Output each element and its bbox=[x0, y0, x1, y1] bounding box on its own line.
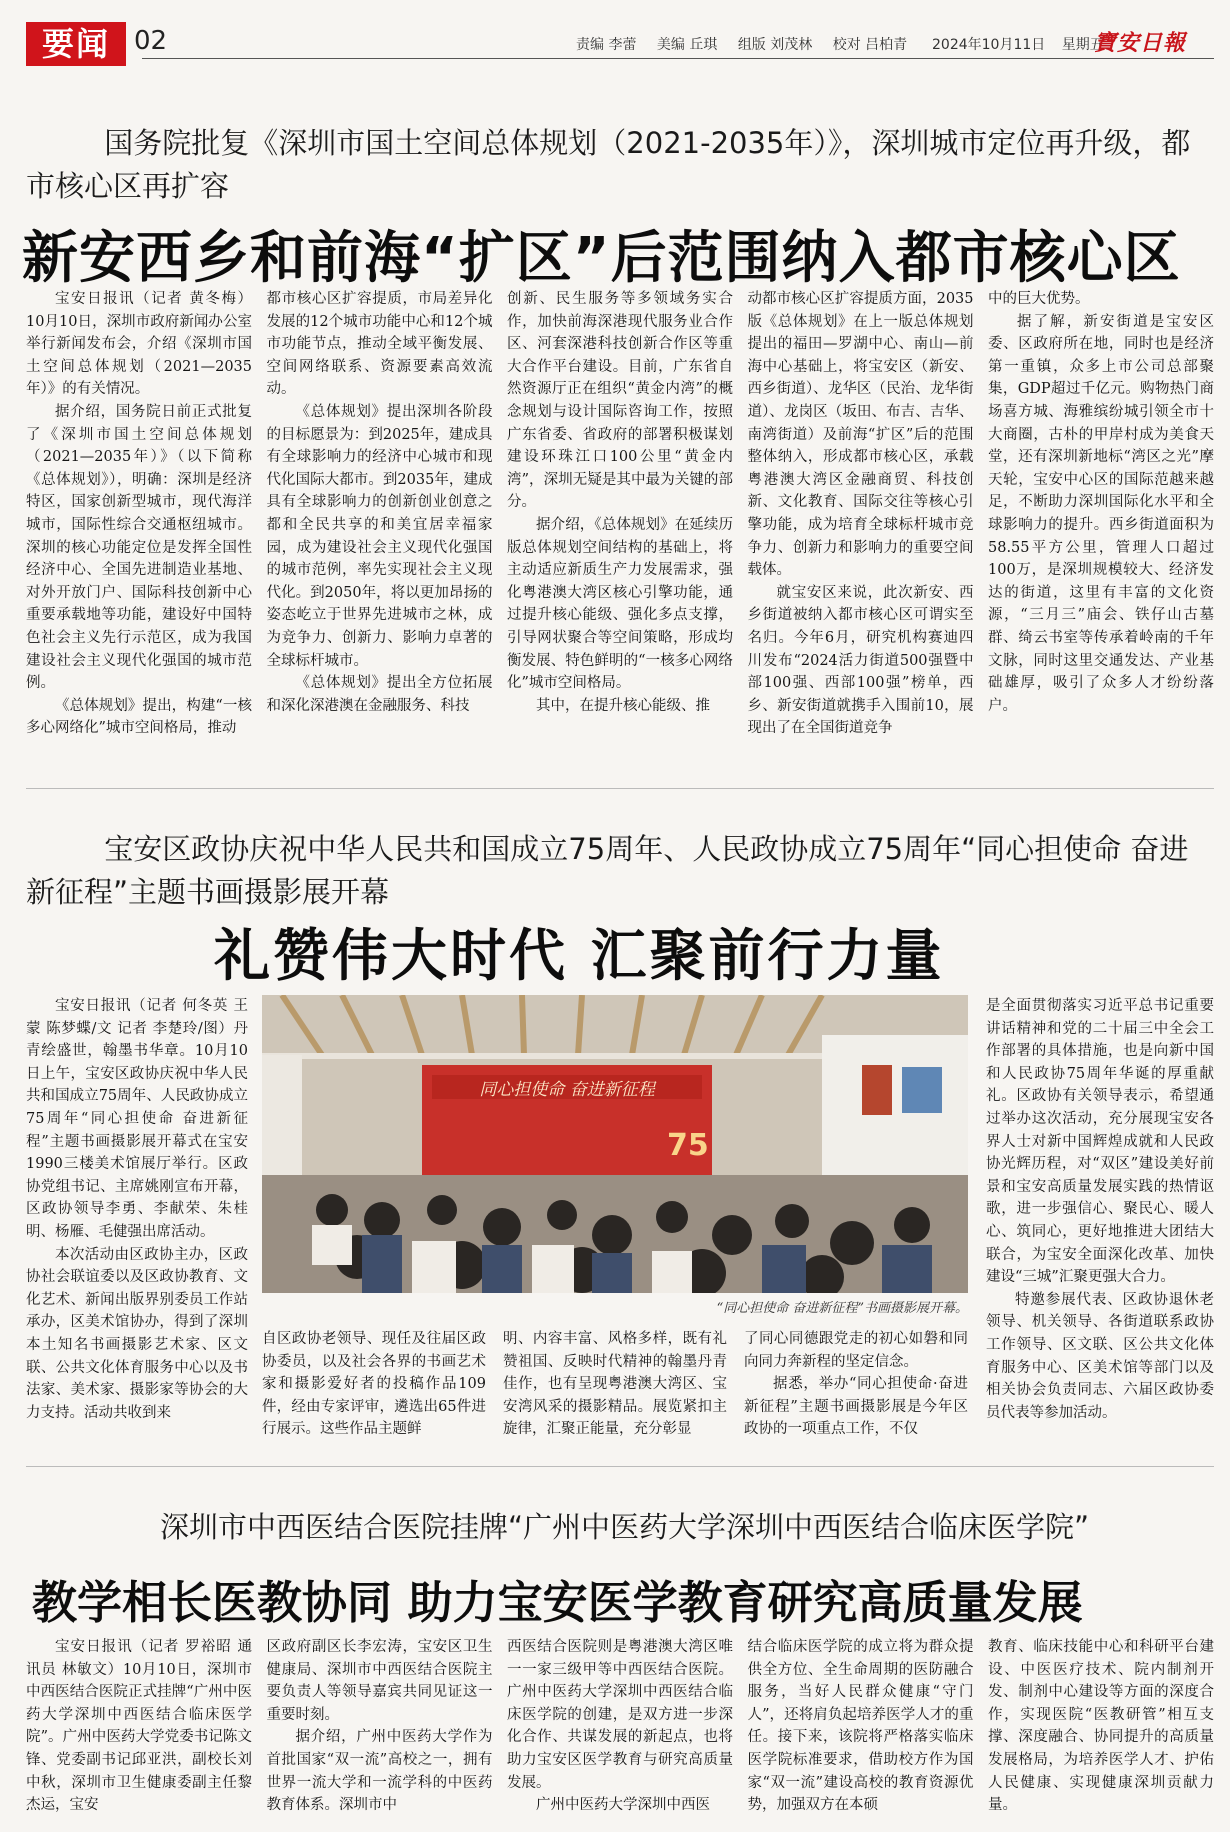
credit-item: 责编 李蕾 bbox=[576, 37, 637, 53]
article2-column bbox=[26, 995, 248, 1440]
article1-column bbox=[26, 288, 252, 758]
article1-body bbox=[26, 288, 1214, 758]
paragraph: 特邀参展代表、区政协退休老领导、机关领导、各街道联系政协工作领导、区文联、区公共文化体育服务中心、区美术馆等部门以及相关协会负责同志、六届区政协委员代表等参加活动。 bbox=[986, 1291, 1214, 1421]
backdrop-number: 75 bbox=[667, 1128, 709, 1163]
article1-column bbox=[267, 288, 493, 758]
paragraph: 本次活动由区政协主办，区政协社会联谊委以及区政协教育、文化艺术、新闻出版界别委员工作站承办，区美术馆协办，得到了深圳本土知名书画摄影艺术家、区文联、公共文化体育服务中心以及书法家、美术家、摄影家等协会的大力支持。活动共收到来 bbox=[26, 1246, 248, 1421]
article2-lower-columns bbox=[262, 1328, 968, 1440]
paragraph: 据悉，举办“同心担使命·奋进新征程”主题书画摄影展是今年区政协的一项重点工作，不仅 bbox=[744, 1376, 968, 1438]
paragraph: 动都市核心区扩容提质方面，2035版《总体规划》在上一版总体规划提出的福田—罗湖中心、南山—前海中心基础上，将宝安区（新安、西乡街道）、龙华区（民治、龙华街道）、龙岗区（坂田、布吉、吉华、南湾街道）及前海“扩区”后的范围整体纳入，形成都市核心区，承载粤港澳大湾区金融商贸、科技创新、文化教育、国际交往等核心引擎功能，成为培育全球标杆城市竞争力、创新力和影响力的重要空间载体。 bbox=[747, 291, 974, 579]
article3-column: 宝安日报讯（记者 罗裕昭 通讯员 林敏文）10月10日，深圳市中西医结合医院正式挂牌“广州中医药大学深圳中西医结合临床医学院”。广州中医药大学党委书记陈文锋、党委副书记邱亚洪，副校长刘中秋，深圳市卫生健康委副主任黎杰运，宝安 bbox=[26, 1639, 252, 1814]
article2-kicker: 宝安区政协庆祝中华人民共和国成立75周年、人民政协成立75周年“同心担使命 奋进新征程”主题书画摄影展开幕 bbox=[26, 832, 1189, 909]
paragraph: 是全面贯彻落实习近平总书记重要讲话精神和党的二十届三中全会工作部署的具体措施，也是向新中国和人民政协75周年华诞的厚重献礼。区政协有关领导表示，希望通过举办这次活动，充分展现宝安各界人士对新中国辉煌成就和人民政协光辉历程，对“双区”建设美好前景和宝安高质量发展实践的热情讴歌，进一步强信心、聚民心、暖人心、筑同心，更好地推进大团结大联合，为宝安全面深化改革、加快建设“三城”汇聚更强大合力。 bbox=[986, 998, 1214, 1286]
article2-headline[interactable]: 礼赞伟大时代 汇聚前行力量 bbox=[214, 924, 945, 989]
paragraph: 中的巨大优势。 bbox=[988, 291, 1090, 307]
paragraph: 《总体规划》提出，构建“一核多心网络化”城市空间格局，推动 bbox=[26, 697, 252, 737]
issue-date bbox=[932, 34, 1116, 54]
article3-column bbox=[507, 1636, 733, 1818]
paragraph: 创新、民生服务等多领域务实合作，加快前海深港现代服务业合作区、河套深港科技创新合作区等重大合作平台建设。目前，广东省自然资源厅正在组织“黄金内湾”的概念规划与设计国际咨询工作，按照广东省委、省政府的部署积极谋划建设环珠江口100公里“黄金内湾”，深圳无疑是其中最为关键的部分。 bbox=[507, 291, 733, 511]
article3-column: 教育、临床技能中心和科研平台建设、中医医疗技术、院内制剂开发、制剂中心建设等方面的深度合作，实现医院“医教研管”相互支撑、深度融合、协同提升的高质量发展格局，为培养医学人才、护佑人民健康、实现健康深圳贡献力量。 bbox=[988, 1639, 1214, 1814]
weekday-text: 星期五 bbox=[1061, 37, 1104, 53]
article1-kicker: 国务院批复《深圳市国土空间总体规划（2021-2035年）》，深圳城市定位再升级，都市核心区再扩容 bbox=[26, 126, 1191, 203]
article3-column bbox=[267, 1636, 493, 1818]
backdrop-banner-text: 同心担使命 奋进新征程 bbox=[479, 1080, 655, 1100]
paragraph: 了同心同德跟党走的初心如磐和同向同力奔新程的坚定信念。 bbox=[744, 1331, 968, 1370]
article3-headline[interactable]: 教学相长医教协同 助力宝安医学教育研究高质量发展 bbox=[32, 1576, 1083, 1629]
masthead bbox=[0, 0, 1230, 62]
paragraph: 据介绍，广州中医药大学作为首批国家“双一流”高校之一，拥有世界一流大学和一流学科的中医药教育体系。深圳市中 bbox=[266, 1729, 493, 1814]
section-divider bbox=[26, 788, 1214, 789]
article2-column: 明、内容丰富、风格多样，既有礼赞祖国、反映时代精神的翰墨丹青佳作，也有呈现粤港澳大湾区、宝安湾风采的摄影精品。展览紧扣主旋律，汇聚正能量，充分彰显 bbox=[503, 1331, 727, 1438]
newspaper-logo[interactable]: 寶安日報 bbox=[1094, 30, 1187, 56]
editor-credits bbox=[576, 34, 923, 54]
section-divider bbox=[26, 1466, 1214, 1467]
photo-caption: “同心担使命 奋进新征程”书画摄影展开幕。 bbox=[716, 1301, 968, 1316]
paragraph: 就宝安区来说，此次新安、西乡街道被纳入都市核心区可谓实至名归。今年6月，研究机构赛迪四川发布“2024活力街道500强暨中部100强、西部100强”榜单，西乡、新安街道就携手入围前10，展现出了在全国街道竞争 bbox=[747, 584, 974, 737]
paragraph: 《总体规划》提出深圳各阶段的目标愿景为：到2025年，建成具有全球影响力的经济中心城市和现代化国际大都市。到2035年，建成具有全球影响力的创新创业创意之都和全民共享的和美宜居幸福家园，成为建设社会主义现代化强国的城市范例，率先实现社会主义现代化。到2050年，将以更加昂扬的姿态屹立于世界先进城市之林，成为竞争力、创新力、影响力卓著的全球标杆城市。 bbox=[266, 403, 493, 669]
paragraph: 宝安日报讯（记者 何冬英 王蒙 陈梦蝶/文 记者 李楚玲/图）丹青绘盛世，翰墨书华章。10月10日上午，宝安区政协庆祝中华人民共和国成立75周年、人民政协成立75周年“同心担使命 奋进新征程”主题书画摄影展开幕式在宝安1990三楼美术馆展厅举行。区政协党组书记、主席姚刚宣布开幕，区政协领导李勇、李献荣、朱桂明、杨雁、毛健强出席活动。 bbox=[26, 998, 248, 1240]
paragraph: 区政府副区长李宏涛，宝安区卫生健康局、深圳市中西医结合医院主要负责人等领导嘉宾共同见证这一重要时刻。 bbox=[266, 1639, 493, 1723]
article3-body bbox=[26, 1636, 1214, 1818]
paragraph: 其中，在提升核心能级、推 bbox=[536, 697, 710, 714]
article2-column: 自区政协老领导、现任及往届区政协委员，以及社会各界的书画艺术家和摄影爱好者的投稿作品109件，经由专家评审，遴选出65件进行展示。这些作品主题鲜 bbox=[262, 1331, 486, 1438]
paragraph: 西医结合医院则是粤港澳大湾区唯一一家三级甲等中西医结合医院。广州中医药大学深圳中西医结合临床医学院的创建，是双方进一步深化合作、共谋发展的新起点，也将助力宝安区医学教育与研究高质量发展。 bbox=[507, 1639, 733, 1791]
paragraph: 据介绍，国务院日前正式批复了《深圳市国土空间总体规划（2021—2035年）》（以下简称《总体规划》），明确：深圳是经济特区，国家创新型城市，现代海洋城市，国际性综合交通枢纽城市。深圳的核心功能定位是发挥全国性经济中心、全国先进制造业基地、对外开放门户、国际科技创新中心重要承载地等功能，建设好中国特色社会主义先行示范区，成为我国建设社会主义现代化强国的城市范例。 bbox=[26, 403, 252, 692]
paragraph: 《总体规划》提出全方位拓展和深化深港澳在金融服务、科技 bbox=[266, 675, 493, 714]
paragraph: 都市核心区扩容提质，市局差异化发展的12个城市功能中心和12个城市功能节点，推动全域平衡发展、空间网络联系、资源要素高效流动。 bbox=[266, 291, 493, 398]
paragraph: 据了解，新安街道是宝安区委、区政府所在地，同时也是经济第一重镇，众多上市公司总部聚集，GDP超过千亿元。购物热门商场喜方城、海雅缤纷城引领全市十大商圈，古朴的甲岸村成为美食天堂，还有深圳新地标“湾区之光”摩天轮，宝安中心区的国际范越来越足，不断助力深圳国际化水平和全球影响力的提升。西乡街道面积为58.55平方公里，管理人口超过100万，是深圳规模较大、经济发达的街道，这里有丰富的文化资源，“三月三”庙会、铁仔山古墓群、绮云书室等传承着岭南的千年文脉，同时这里交通发达、产业基础雄厚，吸引了众多人才纷纷落户。 bbox=[988, 313, 1214, 714]
article1-column bbox=[507, 288, 733, 758]
credit-item: 美编 丘琪 bbox=[656, 37, 718, 53]
article3-kicker: 深圳市中西医结合医院挂牌“广州中医药大学深圳中西医结合临床医学院” bbox=[160, 1510, 1090, 1544]
masthead-divider bbox=[142, 58, 1214, 59]
article3-column: 结合临床医学院的成立将为群众提供全方位、全生命周期的医防融合服务，当好人民群众健康“守门人”，还将肩负起培养医学人才的重任。接下来，该院将严格落实临床医学院标准要求，借助校方作为国家“双一流”建设高校的教育资源优势，加强双方在本硕 bbox=[747, 1639, 974, 1814]
section-tag[interactable]: 要闻 bbox=[26, 22, 126, 66]
article1-column bbox=[988, 288, 1214, 758]
paragraph: 宝安日报讯（记者 黄冬梅）10月10日，深圳市政府新闻办公室举行新闻发布会，介绍《深圳市国土空间总体规划（2021—2035年）》的有关情况。 bbox=[26, 291, 252, 398]
date-text: 2024年10月11日 bbox=[932, 37, 1046, 53]
article1-column bbox=[748, 288, 974, 758]
credit-item: 校对 吕柏青 bbox=[832, 37, 908, 53]
article2-column bbox=[744, 1328, 968, 1440]
article1-headline[interactable]: 新安西乡和前海“扩区”后范围纳入都市核心区 bbox=[22, 226, 1181, 291]
exhibition-photo-svg bbox=[262, 995, 968, 1293]
exhibition-photo[interactable] bbox=[262, 995, 968, 1293]
paragraph: 据介绍，《总体规划》在延续历版总体规划空间结构的基础上，将主动适应新质生产力发展需求，强化粤港澳大湾区核心引擎功能，通过提升核心能级、强化多点支撑，引导网状聚合等空间策略，形成均衡发展、特色鲜明的“一核多心网络化”城市空间格局。 bbox=[507, 516, 733, 692]
paragraph: 广州中医药大学深圳中西医 bbox=[536, 1797, 710, 1814]
article2-column bbox=[986, 995, 1214, 1440]
page-number: 02 bbox=[134, 26, 168, 56]
credit-item: 组版 刘茂林 bbox=[737, 37, 813, 53]
